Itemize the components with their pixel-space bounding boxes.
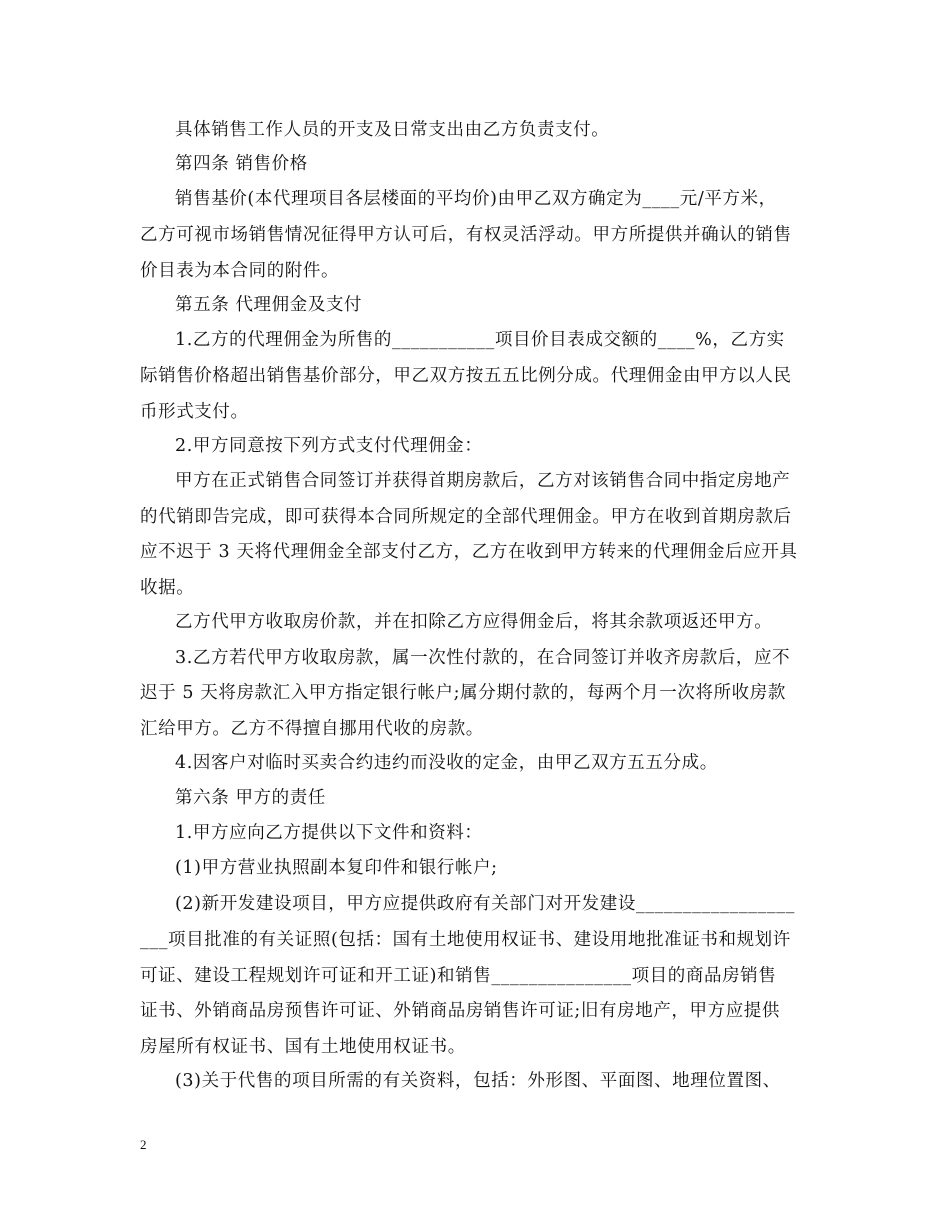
paragraph-line: 2.甲方同意按下列方式支付代理佣金： (175, 436, 483, 456)
paragraph-line: 1.甲方应向乙方提供以下文件和资料： (175, 823, 483, 843)
section-heading-5: 第五条 代理佣金及支付 (175, 295, 363, 315)
paragraph-line: 3.乙方若代甲方收取房款，属一次性付款的，在合同签订并收齐房款后，应不 (175, 648, 791, 668)
paragraph-line: 销售基价(本代理项目各层楼面的平均价)由甲乙双方确定为____元/平方米， (175, 189, 777, 209)
paragraph-line: 的代销即告完成，即可获得本合同所规定的全部代理佣金。甲方在收到首期房款后 (140, 507, 792, 527)
paragraph-line: 应不迟于 3 天将代理佣金全部支付乙方，乙方在收到甲方转来的代理佣金后应开具 (140, 542, 798, 562)
paragraph-line: 迟于 5 天将房款汇入甲方指定银行帐户;属分期付款的，每两个月一次将所收房款 (140, 683, 786, 703)
page-number: 2 (140, 1137, 147, 1152)
paragraph-line: (3)关于代售的项目所需的有关资料，包括：外形图、平面图、地理位置图、 (175, 1071, 781, 1091)
paragraph-line: 际销售价格超出销售基价部分，甲乙双方按五五比例分成。代理佣金由甲方以人民 (140, 366, 792, 386)
paragraph-line: 汇给甲方。乙方不得擅自挪用代收的房款。 (140, 719, 484, 739)
paragraph-line: (2)新开发建设项目，甲方应提供政府有关部门对开发建设_________________ (175, 894, 795, 914)
paragraph-line: 币形式支付。 (140, 402, 249, 422)
paragraph-line: 1.乙方的代理佣金为所售的___________项目价目表成交额的____%，乙方实 (175, 330, 785, 350)
paragraph-line: 证书、外销商品房预售许可证、外销商品房销售许可证;旧有房地产，甲方应提供 (140, 1001, 780, 1021)
paragraph-line: 价目表为本合同的附件。 (140, 261, 340, 281)
paragraph-line: 收据。 (140, 578, 195, 598)
paragraph-line: 4.因客户对临时买卖合约违约而没收的定金，由甲乙双方五五分成。 (175, 753, 718, 773)
section-heading-4: 第四条 销售价格 (175, 154, 308, 174)
paragraph-line: 乙方可视市场销售情况征得甲方认可后，有权灵活浮动。甲方所提供并确认的销售 (140, 225, 792, 245)
paragraph-line: (1)甲方营业执照副本复印件和银行帐户; (175, 858, 498, 878)
paragraph-line: 乙方代甲方收取房价款，并在扣除乙方应得佣金后，将其余款项返还甲方。 (175, 612, 773, 632)
section-heading-6: 第六条 甲方的责任 (175, 788, 326, 808)
paragraph-line: 可证、建设工程规划许可证和开工证)和销售_______________项目的商品房销售 (140, 966, 777, 986)
paragraph-line: ___项目批准的有关证照(包括：国有土地使用权证书、建设用地批准证书和规划许 (140, 930, 791, 950)
paragraph-line: 具体销售工作人员的开支及日常支出由乙方负责支付。 (175, 120, 610, 140)
paragraph-line: 甲方在正式销售合同签订并获得首期房款后，乙方对该销售合同中指定房地产 (175, 471, 791, 491)
paragraph-line: 房屋所有权证书、国有土地使用权证书。 (140, 1037, 466, 1057)
